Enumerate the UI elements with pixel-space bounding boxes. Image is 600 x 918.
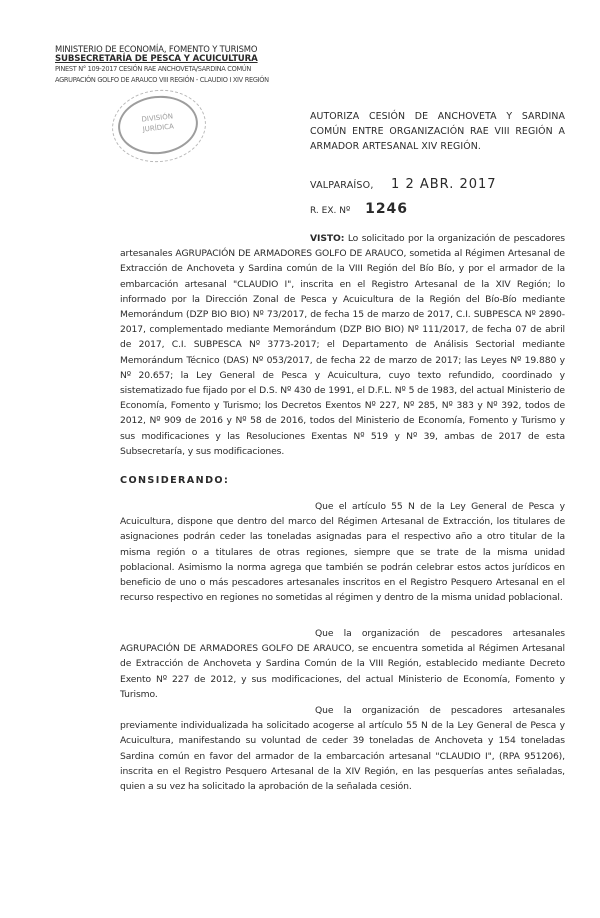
resolution-number-value: 1246 xyxy=(365,201,409,217)
visto-label: VISTO: xyxy=(310,233,345,244)
resolution-label: R. EX. Nº xyxy=(310,206,351,216)
reference-line-1: PINEST N° 109-2017 CESIÓN RAE ANCHOVETA/SARDINA COMÚN xyxy=(55,65,252,74)
city: VALPARAÍSO, xyxy=(310,180,374,191)
letterhead xyxy=(55,44,269,85)
visto-text: Lo solicitado por la organización de pescadores artesanales AGRUPACIÓN DE ARMADORES GOLFO DE ARAUCO, sometida al Régimen Artesanal de Extracción de Anchoveta y Sardina común de la VIII Región del Bío Bío, y por el armador de la embarcación artesanal "CLAUDIO I", inscrita en el Registro Artesanal de la XIV Región; lo informado por la Dirección Zonal de Pesca y Acuicultura de la Región del Bío-Bío mediante Memorándum (DZP BIO BIO) Nº 73/2017, de fecha 15 de marzo de 2017, C.I. SUBPESCA Nº 2890-2017, complementado mediante Memorándum (DZP BIO BIO) Nº 111/2017, de fecha 07 de abril de 2017, C.I. SUBPESCA Nº 3773-2017; el Departamento de Análisis Sectorial mediante Memorándum Técnico (DAS) Nº 053/2017, de fecha 22 de marzo de 2017; las Leyes Nº 19.880 y Nº 20.657; la Ley General de Pesca y Acuicultura, cuyo texto refundido, coordinado y sistematizado fue fijado por el D.S. Nº 430 de 1991, el D.F.L. Nº 5 de 1983, del actual Ministerio de Economía, Fomento y Turismo; los Decretos Exentos Nº 227, Nº 285, Nº 383 y Nº 392, todos de 2012, Nº 909 de 2016 y Nº 58 de 2016, todos del Ministerio de Economía, Fomento y Turismo y sus modificaciones y las Resoluciones Exentas Nº 519 y Nº 39, ambas de 2017 de esta Subsecretaría, y sus modificaciones. xyxy=(120,233,565,457)
reference-line-2: AGRUPACIÓN GOLFO DE ARAUCO VIII REGIÓN - CLAUDIO I XIV REGIÓN xyxy=(55,75,269,84)
subsecretaria-name: SUBSECRETARÍA DE PESCA Y ACUICULTURA xyxy=(55,54,258,65)
resolution-number xyxy=(310,201,408,217)
ministry-name: MINISTERIO DE ECONOMÍA, FOMENTO Y TURISMO xyxy=(55,44,258,54)
stamp-line-1: DIVISIÓN xyxy=(141,112,174,124)
stamp-line-2: JURÍDICA xyxy=(142,122,175,134)
place-date xyxy=(310,177,497,192)
considerando-heading: CONSIDERANDO: xyxy=(120,475,230,486)
considerando-paragraph-3: Que la organización de pescadores artesanales previamente individualizada ha solicitado acogerse al artículo 55 N de la Ley General de Pesca y Acuicultura, manifestando su voluntad de ceder 39 toneladas de Anchoveta y 154 toneladas Sardina común en favor del armador de la embarcación artesanal "CLAUDIO I", (RPA 951206), inscrita en el Registro Pesquero Artesanal de la XIV Región, en las pesquerías antes señaladas, quien a su vez ha solicitado la aprobación de la señalada cesión. xyxy=(120,705,565,793)
considerando-paragraph-1: Que el artículo 55 N de la Ley General de Pesca y Acuicultura, dispone que dentro del marco del Régimen Artesanal de Extracción, los titulares de asignaciones podrán ceder las toneladas asignadas para el respectivo año a otro titular de la misma región o a titulares de otras regiones, siempre que se trate de la misma unidad poblacional. Asimismo la norma agrega que también se podrán celebrar estos actos jurídicos en beneficio de uno o más pescadores artesanales inscritos en el Registro Pesquero Artesanal en el recurso respectivo en regiones no sometidas al régimen y dentro de la misma unidad poblacional. xyxy=(120,501,565,604)
visto-paragraph xyxy=(120,231,565,459)
date-stamp: 1 2 ABR. 2017 xyxy=(391,177,497,192)
resolution-title: AUTORIZA CESIÓN DE ANCHOVETA Y SARDINA COMÚN ENTRE ORGANIZACIÓN RAE VIII REGIÓN A ARMADOR ARTESANAL XIV REGIÓN. xyxy=(310,111,565,152)
considerando-paragraph-2: Que la organización de pescadores artesanales AGRUPACIÓN DE ARMADORES GOLFO DE ARAUCO, se encuentra sometida al Régimen Artesanal de Extracción de Anchoveta y Sardina Común de la VIII Región, establecido mediante Decreto Exento Nº 227 de 2012, y sus modificaciones, del actual Ministerio de Economía, Fomento y Turismo. xyxy=(120,628,565,700)
